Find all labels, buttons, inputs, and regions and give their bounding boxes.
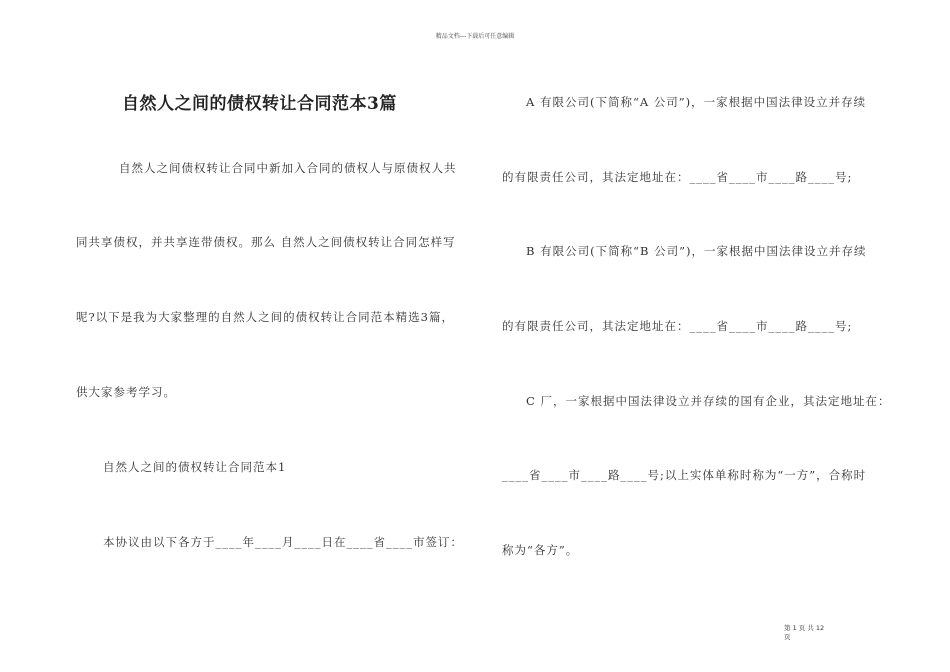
left-paragraph-line: 本协议由以下各方于____年____月____日在____省____市签订：: [103, 535, 463, 549]
right-paragraph-line: C 厂，一家根据中国法律设立并存续的国有企业，其法定地址在：: [526, 394, 891, 408]
right-paragraph-line: 称为“各方”。: [502, 543, 579, 557]
right-paragraph-line: B 有限公司(下简称“B 公司”)，一家根据中国法律设立并存续: [526, 244, 867, 258]
right-paragraph-line: 的有限责任公司，其法定地址在：____省____市____路____号;: [502, 319, 853, 333]
left-paragraph-line: 自然人之间债权转让合同中新加入合同的债权人与原债权人共: [119, 161, 457, 175]
left-paragraph-line: 同共享债权，并共享连带债权。那么 自然人之间债权转让合同怎样写: [76, 235, 456, 249]
left-paragraph-line: 呢?以下是我为大家整理的自然人之间的债权转让合同范本精选3篇，: [76, 310, 454, 324]
section-heading: 自然人之间的债权转让合同范本1: [103, 460, 287, 474]
right-paragraph-line: A 有限公司(下简称“A 公司”)，一家根据中国法律设立并存续: [526, 95, 867, 109]
document-title: 自然人之间的债权转让合同范本3篇: [122, 94, 397, 114]
page-number: 第 1 页 共 12 页: [784, 624, 825, 641]
document-header: 精品文档---下载后可任意编辑: [435, 33, 515, 40]
left-paragraph-line: 供大家参考学习。: [76, 385, 176, 399]
right-paragraph-line: ____省____市____路____号;以上实体单称时称为“一方”，合称时: [502, 468, 867, 482]
right-paragraph-line: 的有限责任公司，其法定地址在：____省____市____路____号;: [502, 170, 853, 184]
